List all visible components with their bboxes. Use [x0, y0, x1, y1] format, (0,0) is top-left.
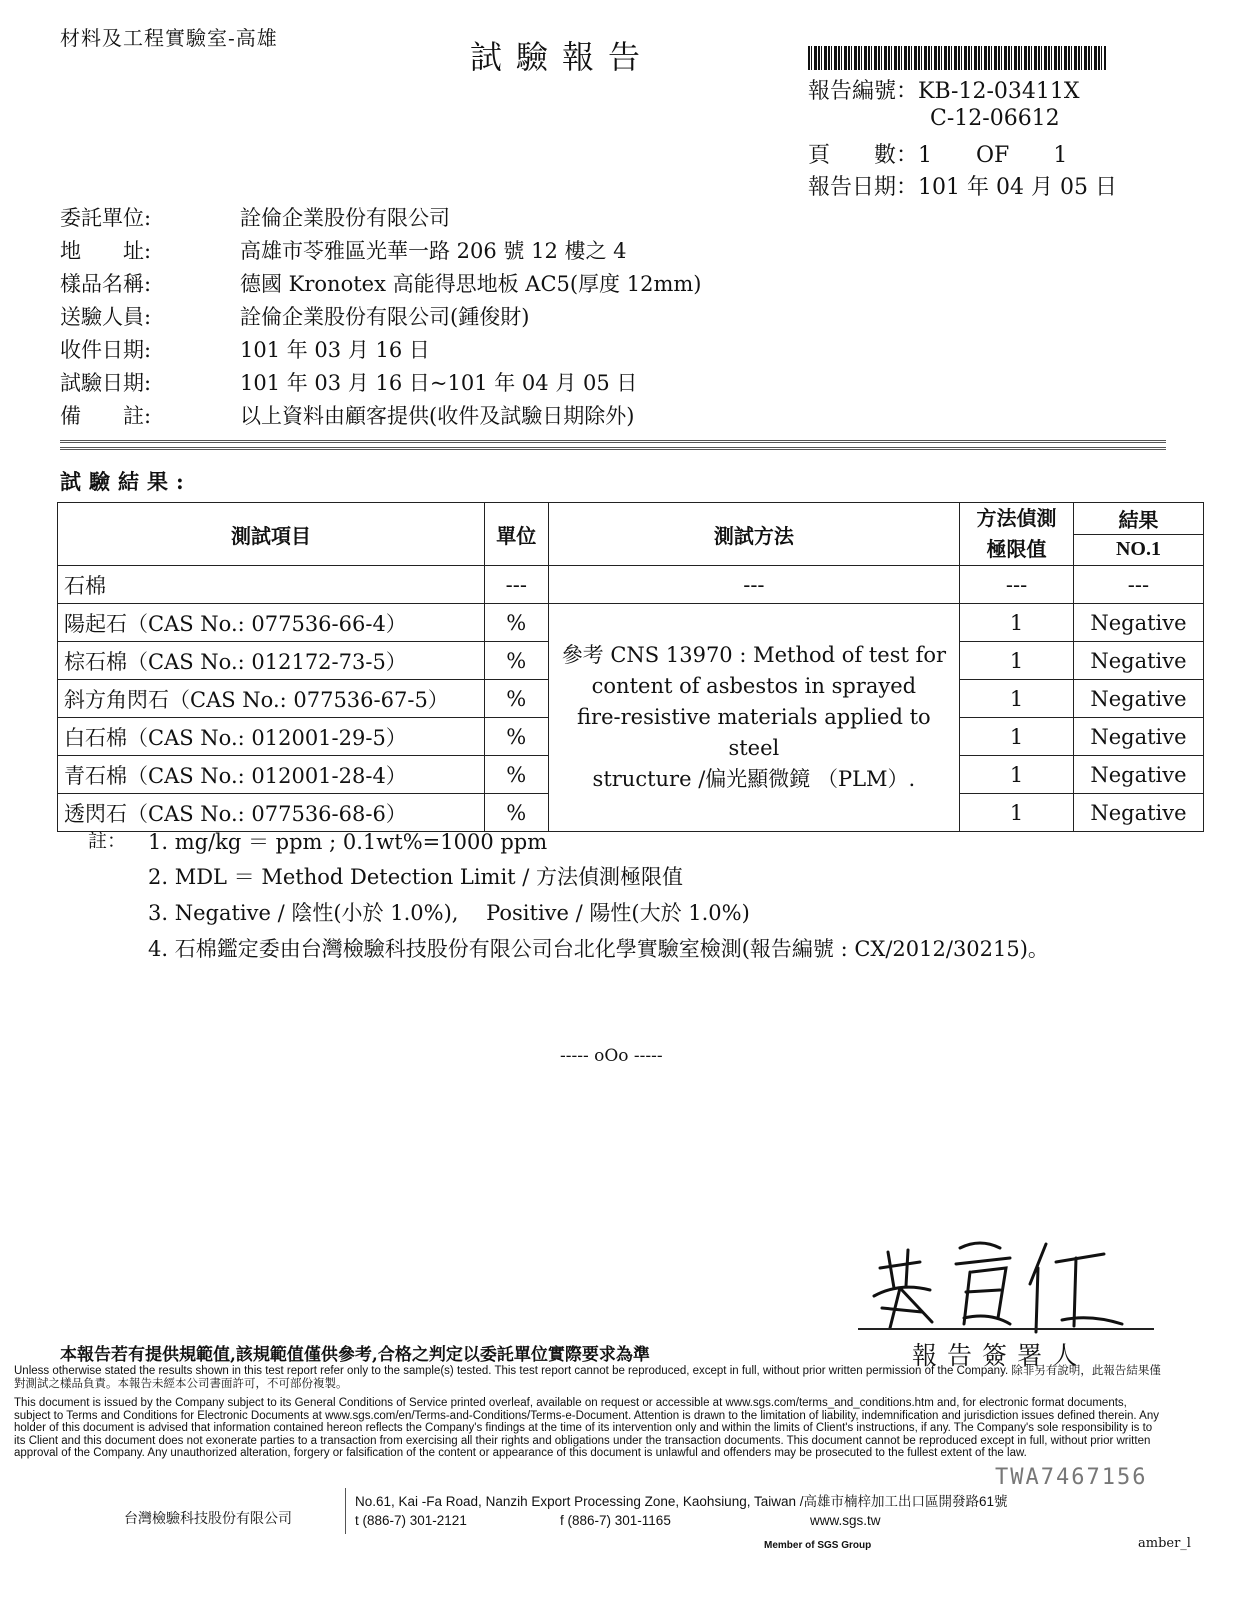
report-date-label: 報告日期：: [808, 175, 919, 200]
footer-company: 台灣檢驗科技股份有限公司: [124, 1511, 292, 1527]
report-number: KB-12-03411X: [918, 79, 1080, 104]
info-value: 以上資料由顧客提供(收件及試驗日期除外): [240, 404, 635, 428]
row-result: Negative: [1073, 756, 1203, 794]
row-item: 棕石棉（CAS No.: 012172-73-5）: [58, 642, 485, 680]
method-line: structure /偏光顯微鏡 （PLM）.: [592, 767, 916, 791]
info-value: 詮倫企業股份有限公司(鍾俊財): [240, 305, 530, 329]
info-label: 試驗日期:: [60, 371, 152, 395]
row-unit: %: [485, 642, 548, 680]
row-unit: %: [485, 794, 548, 832]
info-client: [60, 202, 450, 232]
row-unit: %: [485, 756, 548, 794]
signature-line: [858, 1328, 1154, 1330]
row-result: Negative: [1073, 604, 1203, 642]
footer-divider: [345, 1488, 346, 1534]
header-mdl-2: 極限值: [986, 537, 1047, 561]
header-sample-no: NO.1: [1073, 534, 1203, 566]
report-date: 101 年 04 月 05 日: [918, 175, 1117, 200]
info-label: 樣品名稱:: [60, 272, 152, 296]
serial-number: TWA7467156: [995, 1465, 1148, 1490]
info-value: 高雄市苓雅區光華一路 206 號 12 樓之 4: [240, 239, 627, 263]
info-label: 委託單位:: [60, 206, 152, 230]
info-received-date: [60, 334, 430, 364]
row-result: Negative: [1073, 680, 1203, 718]
info-sample: [60, 268, 701, 298]
report-number-label: 報告編號：: [808, 79, 919, 104]
row-unit: %: [485, 680, 548, 718]
separator: [60, 440, 1166, 450]
method-line: content of asbestos in sprayed: [591, 674, 917, 698]
row-item: 透閃石（CAS No.: 077536-68-6）: [58, 794, 485, 832]
header-result: 結果: [1073, 503, 1203, 535]
disclaimer-short: Unless otherwise stated the results shown in this test report refer only to the sample(s) tested. This test report cannot be reproduced, except in full, without prior written permission of the Company. 除非另有說明，此報告結果僅對測試之樣品負責。本報告未經本公司書面許可，不可部份複製。: [14, 1365, 1161, 1390]
report-title: 試驗報告: [470, 38, 655, 76]
header-unit: 單位: [485, 503, 548, 566]
group-item: 石棉: [58, 566, 485, 604]
pages-line: [808, 138, 1067, 169]
footer-address: [355, 1490, 1008, 1528]
member-text: Member of SGS Group: [764, 1540, 872, 1551]
info-submitter: [60, 301, 529, 331]
group-mdl: ---: [960, 566, 1074, 604]
info-label: 地 址:: [60, 239, 152, 263]
row-result: Negative: [1073, 642, 1203, 680]
footer-fax: f (886-7) 301-1165: [560, 1513, 671, 1528]
report-date-line: [808, 170, 1117, 201]
footer-tel: t (886-7) 301-2121: [355, 1513, 467, 1528]
group-result: ---: [1073, 566, 1203, 604]
info-test-date: [60, 367, 637, 397]
header-mdl-1: 方法偵測: [976, 506, 1057, 530]
row-item: 白石棉（CAS No.: 012001-29-5）: [58, 718, 485, 756]
row-result: Negative: [1073, 718, 1203, 756]
pages-label: 頁 數：: [808, 143, 919, 168]
info-value: 101 年 03 月 16 日: [240, 338, 430, 362]
table-header-row: [58, 503, 1204, 535]
info-label: 送驗人員:: [60, 305, 152, 329]
results-table: [57, 502, 1204, 832]
info-value: 德國 Kronotex 高能得思地板 AC5(厚度 12mm): [240, 272, 702, 296]
row-item: 陽起石（CAS No.: 077536-66-4）: [58, 604, 485, 642]
row-unit: %: [485, 604, 548, 642]
table-row: [58, 604, 1204, 642]
results-label: 試驗結果:: [60, 469, 192, 494]
row-mdl: 1: [960, 718, 1074, 756]
group-method: ---: [548, 566, 960, 604]
row-mdl: 1: [960, 794, 1074, 832]
footer-contact: [355, 1513, 1008, 1528]
end-mark: ----- oOo -----: [560, 1046, 663, 1066]
row-item: 斜方角閃石（CAS No.: 077536-67-5）: [58, 680, 485, 718]
row-unit: %: [485, 718, 548, 756]
header-method: 測試方法: [548, 503, 960, 566]
footer-web: www.sgs.tw: [810, 1513, 881, 1528]
note-item: 1. mg/kg ＝ ppm ; 0.1wt%=1000 ppm: [148, 830, 548, 854]
note-item: 4. 石棉鑑定委由台灣檢驗科技股份有限公司台北化學實驗室檢測(報告編號 : CX/2012/30215)。: [148, 937, 1049, 961]
barcode: [808, 46, 1106, 70]
signature: [860, 1228, 1150, 1348]
info-value: 101 年 03 月 16 日~101 年 04 月 05 日: [240, 371, 638, 395]
header-item: 測試項目: [58, 503, 485, 566]
pages-value: 1 OF 1: [918, 143, 1068, 168]
spec-note: 本報告若有提供規範值,該規範值僅供參考,合格之判定以委託單位實際要求為準: [60, 1345, 650, 1365]
method-line: fire-resistive materials applied to steel: [577, 705, 931, 760]
info-label: 收件日期:: [60, 338, 152, 362]
info-remark: [60, 400, 634, 430]
report-number-line: [808, 74, 1080, 105]
footer-address-line: No.61, Kai -Fa Road, Nanzih Export Processing Zone, Kaohsiung, Taiwan /高雄市楠梓加工出口區開發路61號: [355, 1494, 1008, 1509]
header-mdl: [960, 503, 1074, 566]
row-item: 青石棉（CAS No.: 012001-28-4）: [58, 756, 485, 794]
row-mdl: 1: [960, 642, 1074, 680]
notes-label: 註：: [88, 830, 127, 852]
row-mdl: 1: [960, 604, 1074, 642]
report-number-2: C-12-06612: [930, 106, 1060, 131]
info-value: 詮倫企業股份有限公司: [240, 206, 450, 230]
signer-label: 報告簽署人: [912, 1341, 1088, 1370]
operator-id: amber_l: [1138, 1536, 1191, 1551]
group-unit: ---: [485, 566, 548, 604]
note-item: 2. MDL ＝ Method Detection Limit / 方法偵測極限值: [148, 865, 684, 889]
row-result: Negative: [1073, 794, 1203, 832]
info-label: 備 註:: [60, 404, 152, 428]
row-mdl: 1: [960, 680, 1074, 718]
info-address: [60, 235, 627, 265]
method-line: 參考 CNS 13970 : Method of test for: [561, 643, 947, 667]
row-mdl: 1: [960, 756, 1074, 794]
method-cell: [548, 604, 960, 832]
disclaimer-long: This document is issued by the Company subject to its General Conditions of Service printed overleaf, available on request or accessible at www.sgs.com/terms_and_conditions.htm and, for electronic format documents, subject to Terms and Conditions for Electronic Documents at www.sgs.com/en/Terms-and-Conditions/Terms-e-Document. Attention is drawn to the limitation of liability, indemnification and jurisdiction issues defined therein. Any holder of this document is advised that information contained hereon reflects the Company's findings at the time of its intervention only and within the limits of Client's instructions, if any. The Company's sole responsibility is to its Client and this document does not exonerate parties to a transaction from exercising all their rights and obligations under the transaction documents. This document cannot be reproduced except in full, without prior written approval of the Company. Any unauthorized alteration, forgery or falsification of the content or appearance of this document is unlawful and offenders may be prosecuted to the fullest extent of the law.: [14, 1397, 1159, 1459]
lab-name: 材料及工程實驗室-高雄: [60, 26, 278, 50]
table-row: [58, 566, 1204, 604]
note-item: 3. Negative / 陰性(小於 1.0%), Positive / 陽性(大於 1.0%): [148, 901, 750, 925]
